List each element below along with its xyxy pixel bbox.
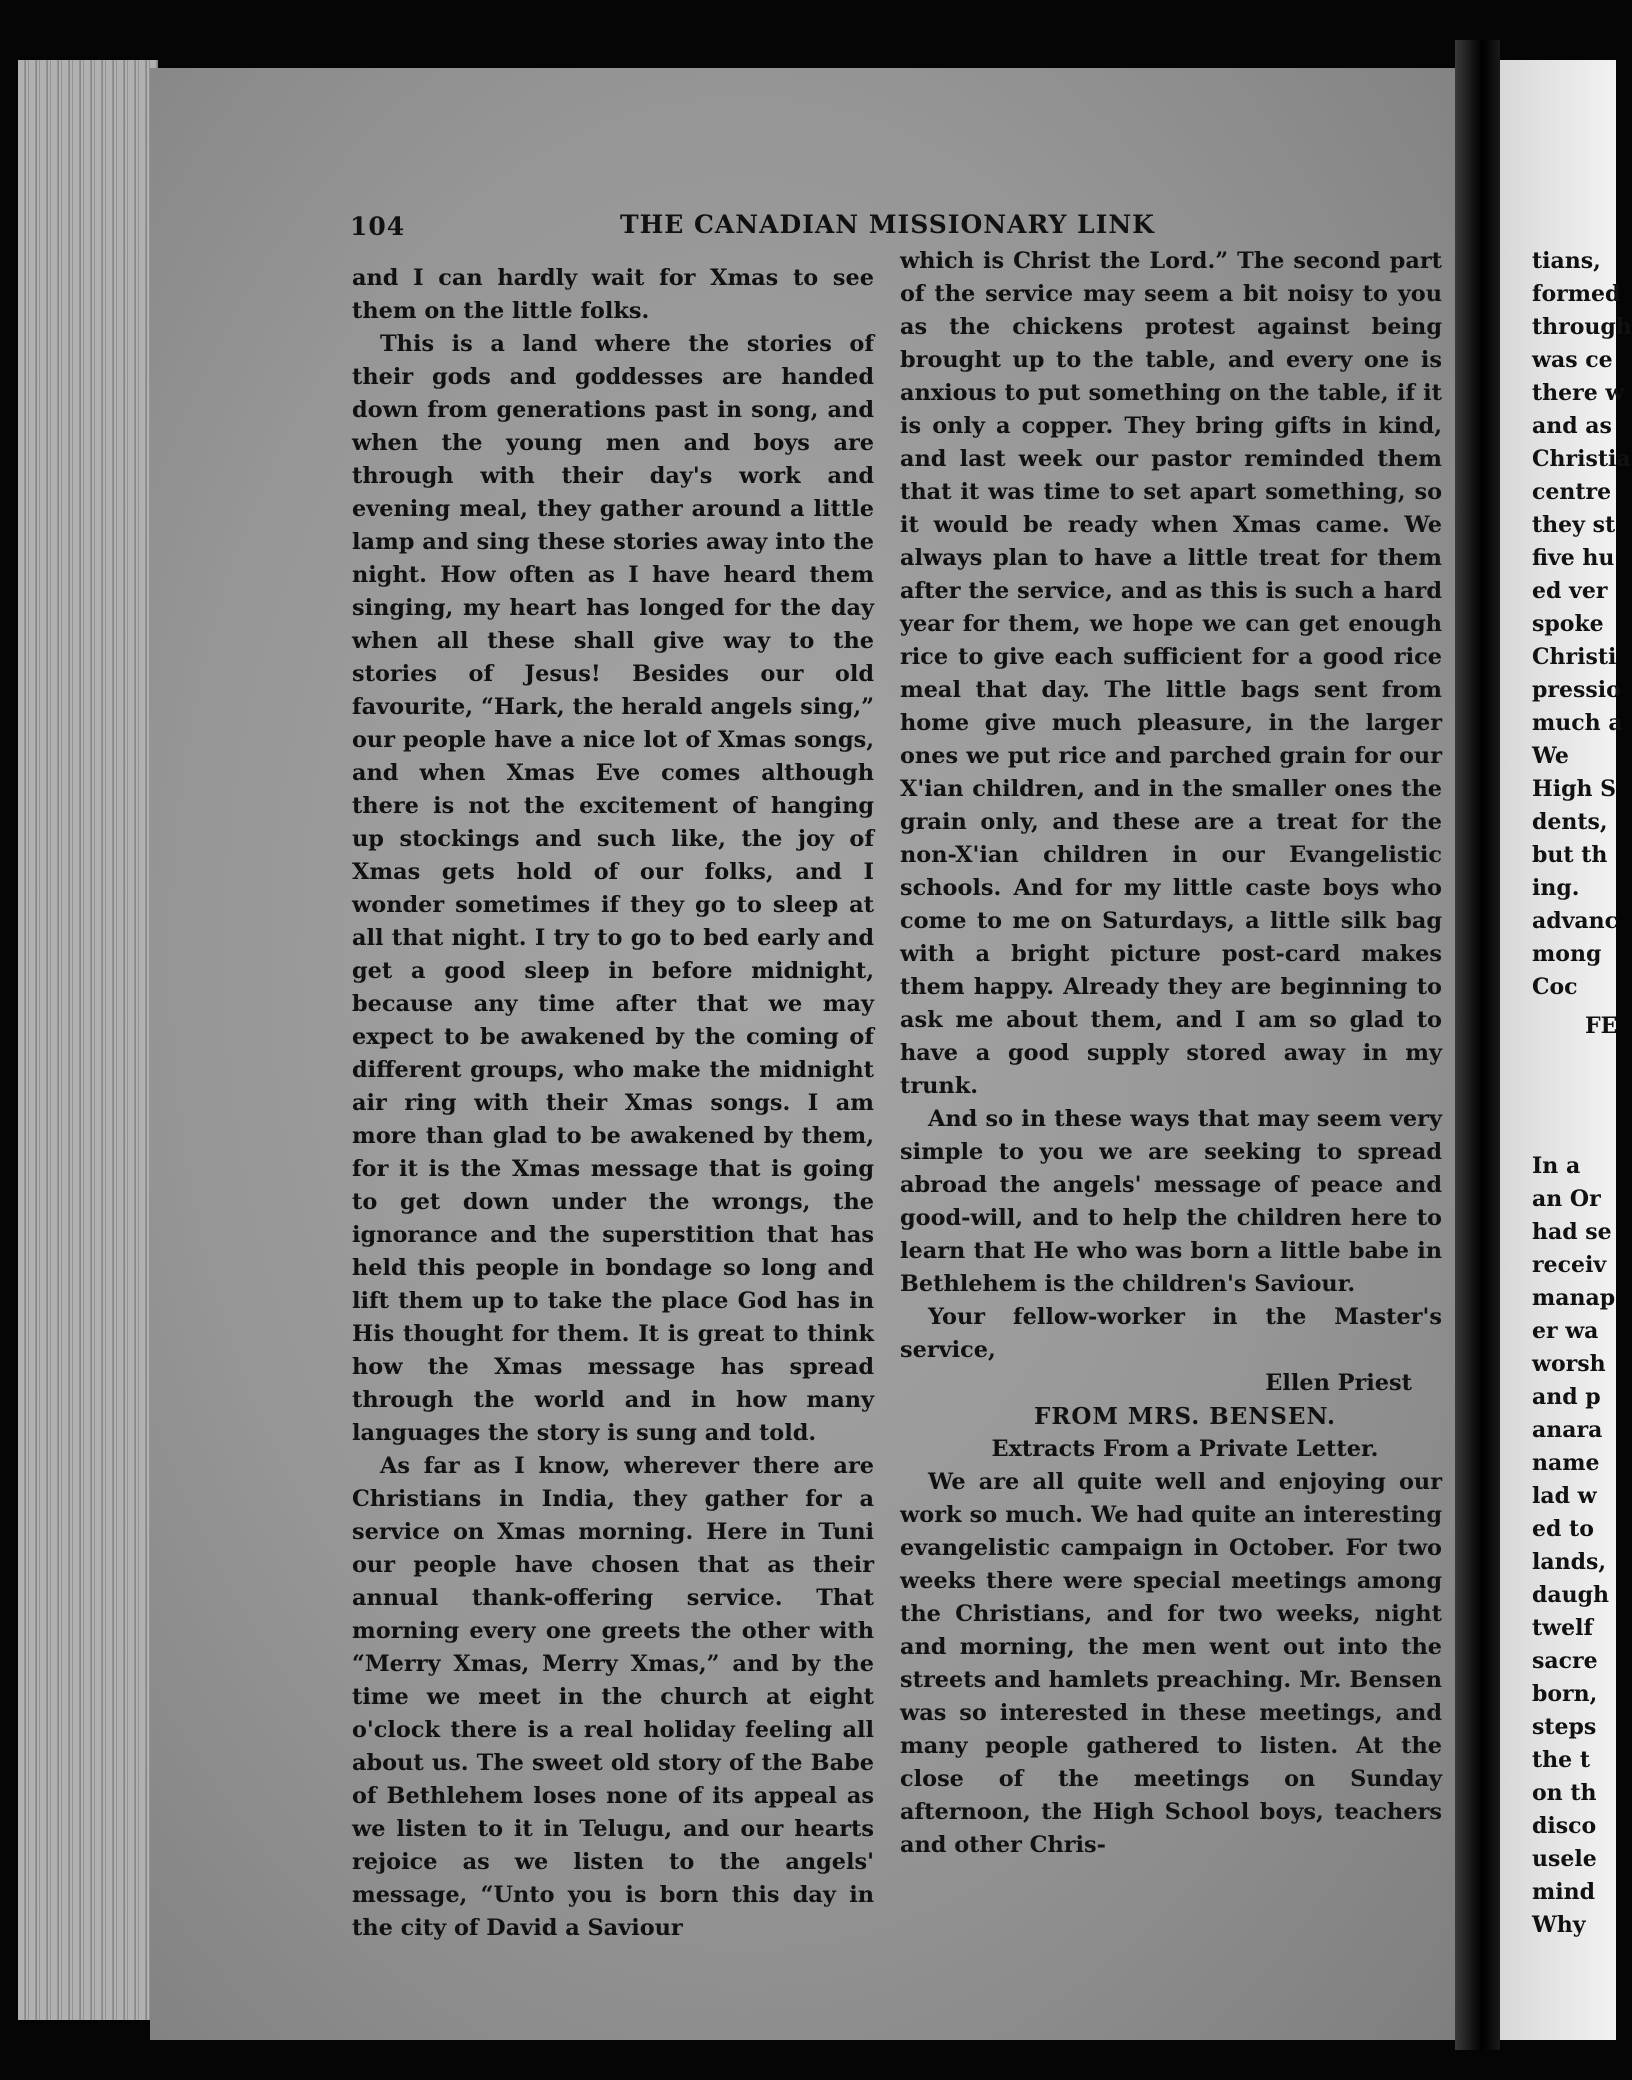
section-subheading: Extracts From a Private Letter. bbox=[991, 1436, 1379, 1462]
text-fragment: on th bbox=[1532, 1780, 1597, 1806]
book-gutter bbox=[1455, 40, 1500, 2050]
text-fragment: name bbox=[1532, 1450, 1600, 1476]
text-fragment: much a bbox=[1532, 710, 1623, 736]
text-fragment: We bbox=[1532, 743, 1569, 769]
facing-page-text-lower bbox=[1532, 1150, 1615, 1942]
text-fragment: advanc bbox=[1532, 908, 1619, 934]
text-fragment: usele bbox=[1532, 1846, 1597, 1872]
text-fragment: mind bbox=[1532, 1879, 1596, 1905]
text-fragment: worsh bbox=[1532, 1351, 1606, 1377]
text-fragment: disco bbox=[1532, 1813, 1597, 1839]
book-page-edges bbox=[18, 60, 158, 2020]
facing-page-text bbox=[1532, 245, 1632, 1004]
text-fragment: and p bbox=[1532, 1384, 1601, 1410]
text-fragment: Christi bbox=[1532, 644, 1617, 670]
text-fragment: an Or bbox=[1532, 1186, 1601, 1212]
text-fragment: but th bbox=[1532, 842, 1608, 868]
paragraph: which is Christ the Lord.” The second part of the service may seem a bit noisy to you as the chickens protest against being brought up to the table, and every one is anxious to put something on the table, if it is only a copper. They bring gifts in kind, and last week our pastor reminded them that it was time to set apart something, so it would be ready when Xmas came. We always plan to have a little treat for them after the service, and as this is such a hard year for them, we hope we can get enough rice to give each sufficient for a good rice meal that day. The little bags sent from home give much pleasure, in the larger ones we put rice and parched grain for our X'ian children, and in the smaller ones the grain only, and these are a treat for the non-X'ian children in our Evangelistic schools. And for my little caste boys who come to me on Saturdays, a little silk bag with a bright picture post-card makes them happy. Already they are beginning to ask me about them, and I am so glad to have a good supply stored away in my trunk. bbox=[900, 248, 1442, 1099]
text-fragment: and as bbox=[1532, 413, 1612, 439]
text-fragment: mong bbox=[1532, 941, 1602, 967]
text-fragment: er wa bbox=[1532, 1318, 1599, 1344]
text-fragment: centre bbox=[1532, 479, 1612, 505]
paragraph: This is a land where the stories of their gods and goddesses are handed down from generations past in song, and when the young men and boys are through with their day's work and evening meal, they gather around a little lamp and sing these stories away into the night. How often as I have heard them singing, my heart has longed for the day when all these shall give way to the stories of Jesus! Besides our old favourite, “Hark, the herald angels sing,” our people have a nice lot of Xmas songs, and when Xmas Eve comes although there is not the excitement of hanging up stockings and such like, the joy of Xmas gets hold of our folks, and I wonder sometimes if they go to sleep at all that night. I try to go to bed early and get a good sleep in before midnight, because any time after that we may expect to be awakened by the coming of different groups, who make the midnight air ring with their Xmas songs. I am more than glad to be awakened by them, for it is the Xmas message that is going to get down under the wrongs, the ignorance and the superstition that has held this people in bondage so long and lift them up to take the place God has in His thought for them. It is great to think how the Xmas message has spread through the world and in how many languages the story is sung and told. bbox=[352, 331, 874, 1446]
text-fragment: sacre bbox=[1532, 1648, 1598, 1674]
left-column bbox=[352, 262, 874, 1945]
running-title: THE CANADIAN MISSIONARY LINK bbox=[620, 210, 1155, 239]
page-number: 104 bbox=[350, 212, 406, 241]
text-fragment: through bbox=[1532, 314, 1632, 340]
text-fragment: lands, bbox=[1532, 1549, 1607, 1575]
text-fragment: Coc bbox=[1532, 974, 1578, 1000]
text-fragment: anara bbox=[1532, 1417, 1603, 1443]
text-fragment: steps bbox=[1532, 1714, 1597, 1740]
page-header bbox=[350, 210, 1450, 250]
text-fragment: formed bbox=[1532, 281, 1621, 307]
text-fragment: receiv bbox=[1532, 1252, 1607, 1278]
text-fragment: ed to bbox=[1532, 1516, 1594, 1542]
right-column bbox=[900, 245, 1442, 1862]
paragraph: Your fellow-worker in the Master's service, bbox=[900, 1304, 1442, 1363]
letter-signature: Ellen Priest bbox=[1265, 1370, 1412, 1396]
text-fragment: Why bbox=[1532, 1912, 1586, 1938]
text-fragment: they st bbox=[1532, 512, 1616, 538]
text-fragment: dents, bbox=[1532, 809, 1608, 835]
text-fragment: daugh bbox=[1532, 1582, 1610, 1608]
text-fragment: born, bbox=[1532, 1681, 1598, 1707]
paragraph: As far as I know, wherever there are Christians in India, they gather for a service on Xmas morning. Here in Tuni our people have chosen that as their annual thank-offering service. That morning every one greets the other with “Merry Xmas, Merry Xmas,” and by the time we meet in the church at eight o'clock there is a real holiday feeling all about us. The sweet old story of the Babe of Bethlehem loses none of its appeal as we listen to it in Telugu, and our hearts rejoice as we listen to the angels' message, “Unto you is born this day in the city of David a Saviour bbox=[352, 1453, 874, 1941]
text-fragment: five hu bbox=[1532, 545, 1615, 571]
text-fragment: In a bbox=[1532, 1153, 1581, 1179]
text-fragment: High S bbox=[1532, 776, 1617, 802]
text-fragment: ing. bbox=[1532, 875, 1580, 901]
text-fragment: lad w bbox=[1532, 1483, 1597, 1509]
text-fragment: pressio bbox=[1532, 677, 1621, 703]
text-fragment: FE bbox=[1585, 1013, 1618, 1039]
text-fragment: twelf bbox=[1532, 1615, 1593, 1641]
facing-page-heading-fragment bbox=[1585, 1010, 1617, 1043]
text-fragment: there w bbox=[1532, 380, 1625, 406]
text-fragment: was ce bbox=[1532, 347, 1613, 373]
text-fragment: had se bbox=[1532, 1219, 1612, 1245]
paragraph: and I can hardly wait for Xmas to see them on the little folks. bbox=[352, 265, 874, 324]
text-fragment: manap bbox=[1532, 1285, 1616, 1311]
text-fragment: the t bbox=[1532, 1747, 1590, 1773]
section-heading: FROM MRS. BENSEN. bbox=[1033, 1403, 1337, 1430]
paragraph: We are all quite well and enjoying our work so much. We had quite an interesting evangelistic campaign in October. For two weeks there were special meetings among the Christians, and for two weeks, night and morning, the men went out into the streets and hamlets preaching. Mr. Bensen was so interested in these meetings, and many people gathered to listen. At the close of the meetings on Sunday afternoon, the High School boys, teachers and other Chris- bbox=[900, 1469, 1442, 1858]
text-fragment: spoke bbox=[1532, 611, 1604, 637]
text-fragment: Christia bbox=[1532, 446, 1631, 472]
text-fragment: tians, bbox=[1532, 248, 1601, 274]
text-fragment: ed ver bbox=[1532, 578, 1608, 604]
paragraph: And so in these ways that may seem very simple to you we are seeking to spread abroad the angels' message of peace and good-will, and to help the children here to learn that He who was born a little babe in Bethlehem is the children's Saviour. bbox=[900, 1106, 1442, 1297]
